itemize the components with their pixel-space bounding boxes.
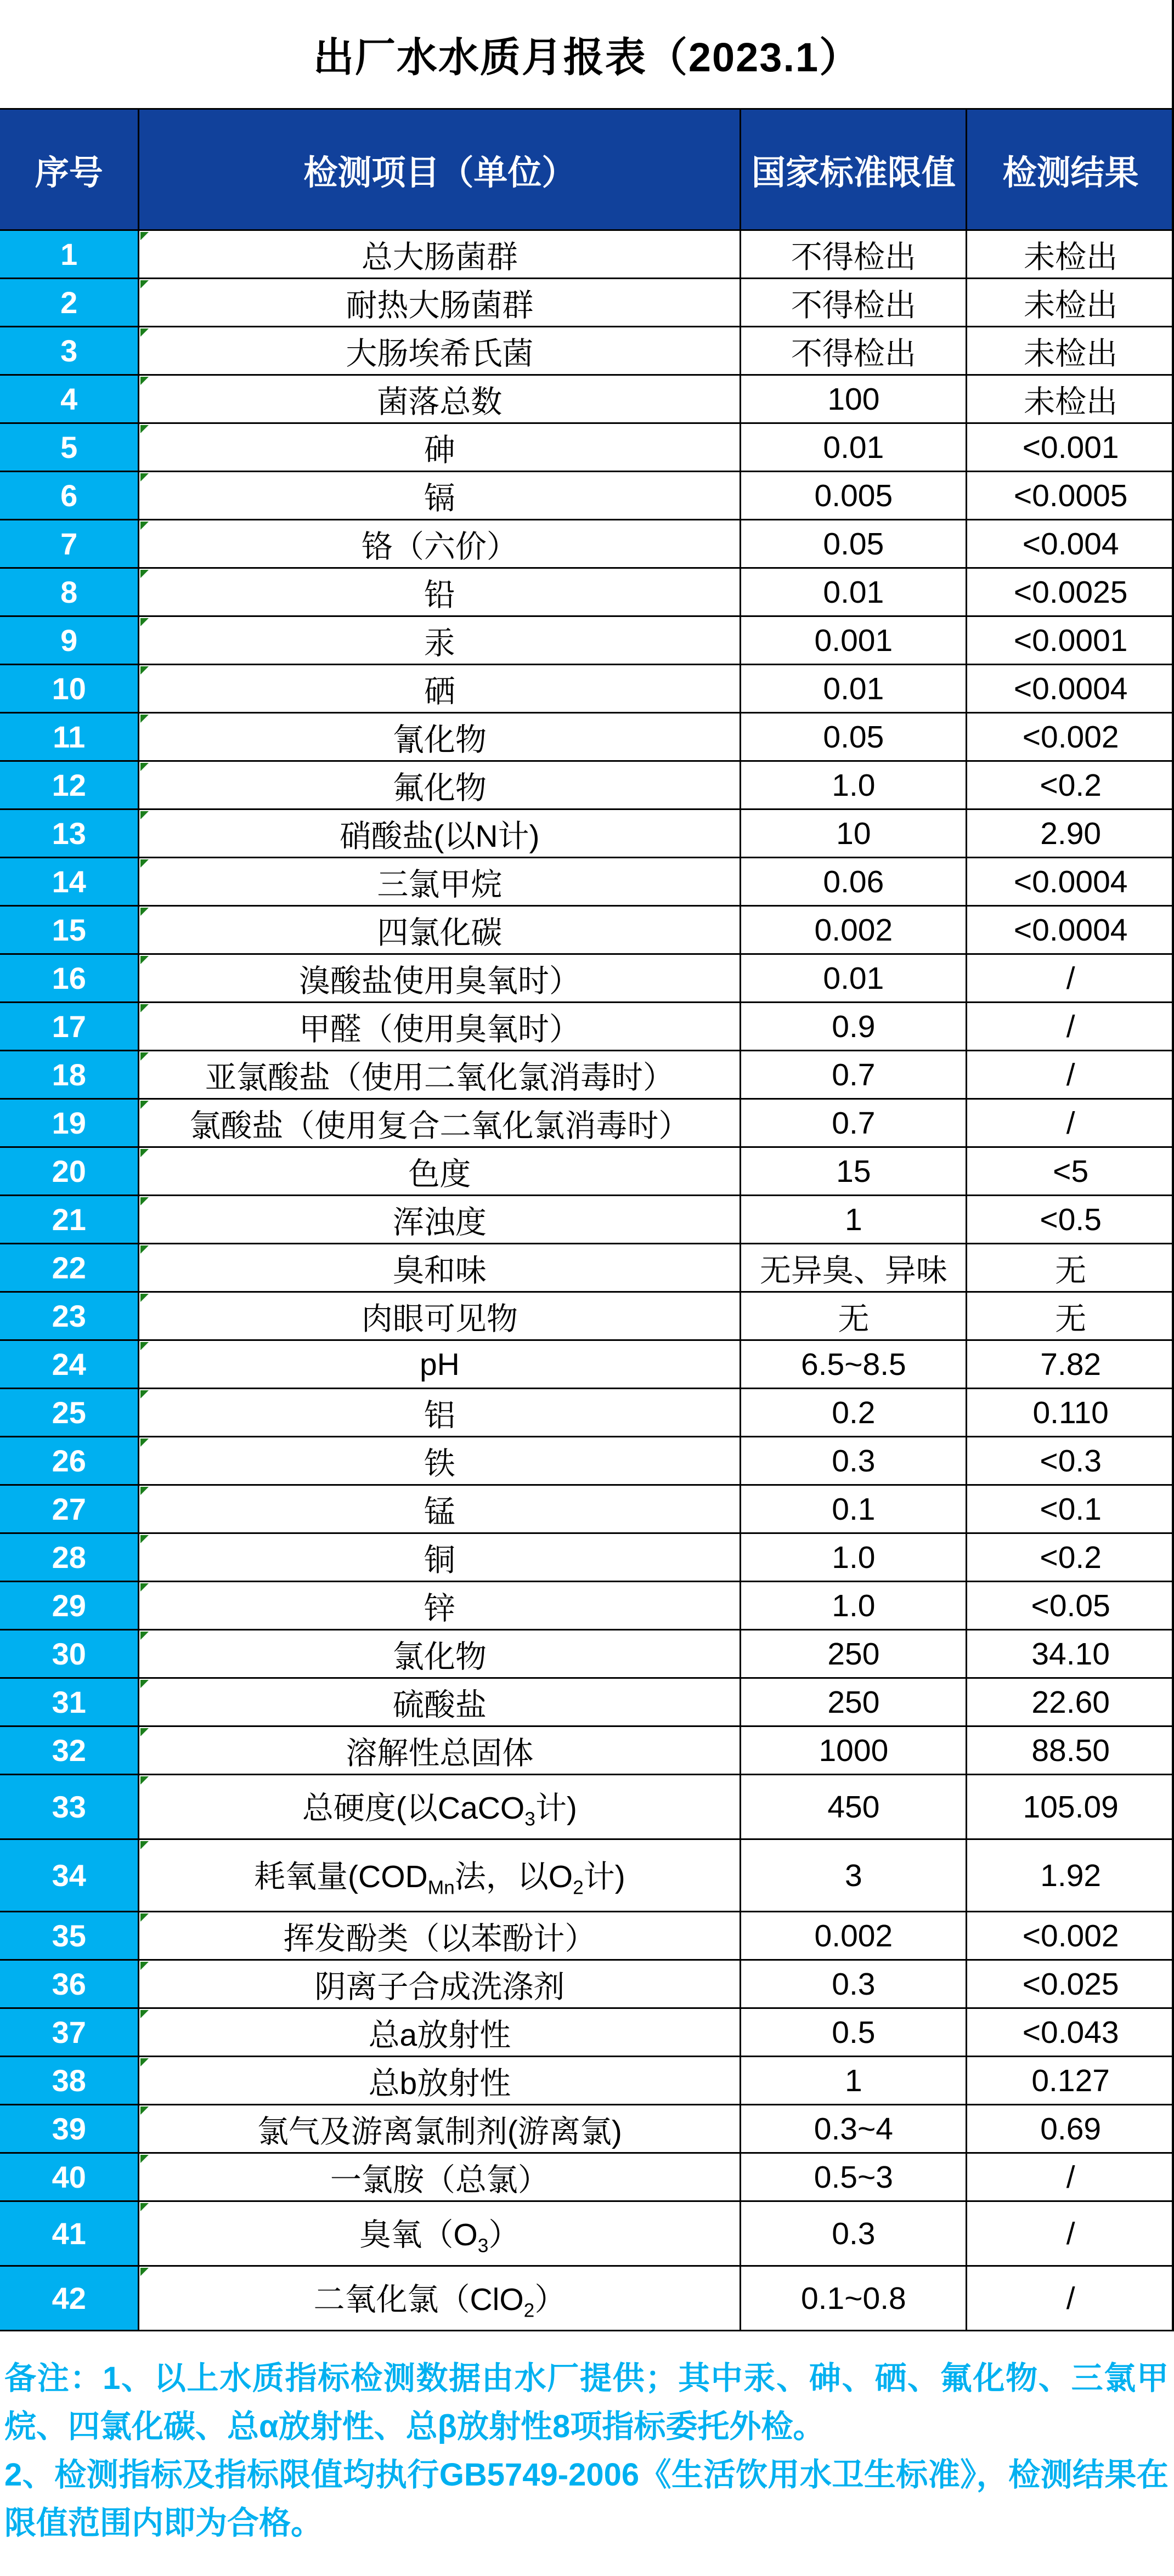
limit-cell: 1000: [741, 1726, 967, 1775]
row-index-cell: 6: [0, 472, 139, 520]
item-cell: 铝: [139, 1389, 741, 1437]
limit-cell: 15: [741, 1147, 967, 1196]
result-cell: 7.82: [967, 1340, 1174, 1389]
item-cell: 甲醛（使用臭氧时）: [139, 1003, 741, 1051]
row-index-cell: 23: [0, 1292, 139, 1340]
table-row: [0, 1630, 1174, 1678]
limit-cell: 0.05: [741, 520, 967, 568]
limit-cell: 无异臭、异味: [741, 1244, 967, 1292]
table-row: [0, 423, 1174, 472]
limit-cell: 0.5~3: [741, 2153, 967, 2201]
item-cell: 总b放射性: [139, 2057, 741, 2105]
result-cell: /: [967, 1003, 1174, 1051]
table-row: [0, 1003, 1174, 1051]
table-row: [0, 616, 1174, 665]
row-index-cell: 7: [0, 520, 139, 568]
item-cell: 铅: [139, 568, 741, 616]
row-index-cell: 39: [0, 2105, 139, 2153]
item-cell: 氯化物: [139, 1630, 741, 1678]
limit-cell: 100: [741, 375, 967, 423]
row-index-cell: 29: [0, 1582, 139, 1630]
limit-cell: 0.05: [741, 713, 967, 761]
table-row: [0, 1099, 1174, 1147]
table-row: [0, 2153, 1174, 2201]
col-header-limit: 国家标准限值: [741, 109, 967, 230]
table-row: [0, 568, 1174, 616]
limit-cell: 1: [741, 1196, 967, 1244]
table-row: [0, 906, 1174, 954]
result-cell: <0.025: [967, 1960, 1174, 2008]
limit-cell: 0.1~0.8: [741, 2266, 967, 2331]
limit-cell: 无: [741, 1292, 967, 1340]
row-index-cell: 4: [0, 375, 139, 423]
row-index-cell: 35: [0, 1912, 139, 1960]
limit-cell: 0.5: [741, 2008, 967, 2057]
item-cell: 硒: [139, 665, 741, 713]
table-row: [0, 1244, 1174, 1292]
item-text: 计): [583, 1859, 625, 1895]
limit-cell: 0.3: [741, 1437, 967, 1485]
item-cell: 挥发酚类（以苯酚计）: [139, 1912, 741, 1960]
result-cell: 未检出: [967, 327, 1174, 375]
limit-cell: 6.5~8.5: [741, 1340, 967, 1389]
limit-cell: 0.06: [741, 858, 967, 906]
result-cell: /: [967, 1051, 1174, 1099]
result-cell: <0.0004: [967, 665, 1174, 713]
result-cell: <0.001: [967, 423, 1174, 472]
table-row: [0, 1147, 1174, 1196]
row-index-cell: 34: [0, 1839, 139, 1912]
result-cell: 0.127: [967, 2057, 1174, 2105]
result-cell: <0.1: [967, 1485, 1174, 1533]
table-row: [0, 520, 1174, 568]
note-line-1: 备注：1、以上水质指标检测数据由水厂提供；其中汞、砷、硒、氟化物、三氯甲烷、四氯化碳、总α放射性、总β放射性8项指标委托外检。: [4, 2360, 1169, 2444]
limit-cell: 不得检出: [741, 327, 967, 375]
result-cell: 无: [967, 1244, 1174, 1292]
result-cell: /: [967, 2153, 1174, 2201]
limit-cell: 0.002: [741, 906, 967, 954]
result-cell: <0.5: [967, 1196, 1174, 1244]
notes-block: [0, 2354, 1174, 2547]
table-row: [0, 1678, 1174, 1726]
table-row: [0, 327, 1174, 375]
row-index-cell: 2: [0, 279, 139, 327]
limit-cell: 1.0: [741, 761, 967, 809]
item-cell: 阴离子合成洗涤剂: [139, 1960, 741, 2008]
table-row: [0, 1389, 1174, 1437]
item-cell: 菌落总数: [139, 375, 741, 423]
item-subscript: Mn: [427, 1877, 455, 1899]
row-index-cell: 30: [0, 1630, 139, 1678]
table-row: [0, 713, 1174, 761]
limit-cell: 0.3: [741, 2201, 967, 2266]
row-index-cell: 14: [0, 858, 139, 906]
table-header: [0, 109, 1174, 230]
table-row: [0, 1340, 1174, 1389]
row-index-cell: 26: [0, 1437, 139, 1485]
row-index-cell: 5: [0, 423, 139, 472]
table-row: [0, 279, 1174, 327]
item-cell: 四氯化碳: [139, 906, 741, 954]
result-cell: <0.3: [967, 1437, 1174, 1485]
table-row: [0, 2008, 1174, 2057]
row-index-cell: 36: [0, 1960, 139, 2008]
row-index-cell: 10: [0, 665, 139, 713]
row-index-cell: 11: [0, 713, 139, 761]
row-index-cell: 22: [0, 1244, 139, 1292]
item-cell: 铜: [139, 1533, 741, 1582]
title-block: [0, 0, 1174, 108]
limit-cell: 0.2: [741, 1389, 967, 1437]
row-index-cell: 1: [0, 230, 139, 279]
item-text: 臭氧（O: [359, 2217, 478, 2253]
table-row: [0, 1485, 1174, 1533]
table-row: [0, 375, 1174, 423]
item-cell: 臭和味: [139, 1244, 741, 1292]
right-edge-gridline: [1172, 0, 1174, 2331]
item-cell: 汞: [139, 616, 741, 665]
table-row: [0, 1196, 1174, 1244]
limit-cell: 0.01: [741, 665, 967, 713]
col-header-index: 序号: [0, 109, 139, 230]
table-row: [0, 1437, 1174, 1485]
result-cell: 2.90: [967, 809, 1174, 858]
limit-cell: 0.01: [741, 954, 967, 1003]
result-cell: /: [967, 2266, 1174, 2331]
limit-cell: 0.3: [741, 1960, 967, 2008]
result-cell: 0.110: [967, 1389, 1174, 1437]
item-text: ）: [534, 2282, 566, 2318]
table-row: [0, 230, 1174, 279]
result-cell: /: [967, 2201, 1174, 2266]
row-index-cell: 37: [0, 2008, 139, 2057]
row-index-cell: 40: [0, 2153, 139, 2201]
table-body: [0, 230, 1174, 2331]
result-cell: 34.10: [967, 1630, 1174, 1678]
item-cell: 铁: [139, 1437, 741, 1485]
item-cell: 氯酸盐（使用复合二氧化氯消毒时）: [139, 1099, 741, 1147]
table-row: [0, 1051, 1174, 1099]
item-cell: [139, 2266, 741, 2331]
table-row: [0, 472, 1174, 520]
limit-cell: 450: [741, 1775, 967, 1839]
item-cell: 肉眼可见物: [139, 1292, 741, 1340]
item-cell: 总a放射性: [139, 2008, 741, 2057]
item-cell: 溶解性总固体: [139, 1726, 741, 1775]
limit-cell: 0.001: [741, 616, 967, 665]
row-index-cell: 3: [0, 327, 139, 375]
table-row: [0, 1726, 1174, 1775]
item-cell: 铬（六价）: [139, 520, 741, 568]
item-cell: 浑浊度: [139, 1196, 741, 1244]
result-cell: 105.09: [967, 1775, 1174, 1839]
row-index-cell: 12: [0, 761, 139, 809]
col-header-item: 检测项目（单位）: [139, 109, 741, 230]
row-index-cell: 28: [0, 1533, 139, 1582]
limit-cell: 3: [741, 1839, 967, 1912]
item-cell: 氰化物: [139, 713, 741, 761]
row-index-cell: 9: [0, 616, 139, 665]
row-index-cell: 31: [0, 1678, 139, 1726]
row-index-cell: 15: [0, 906, 139, 954]
item-text: 计): [535, 1791, 577, 1826]
row-index-cell: 13: [0, 809, 139, 858]
item-subscript: 2: [573, 1877, 584, 1899]
item-text: 二氧化氯（ClO: [313, 2282, 524, 2318]
item-cell: [139, 1839, 741, 1912]
table-row: [0, 761, 1174, 809]
item-cell: 大肠埃希氏菌: [139, 327, 741, 375]
table-row: [0, 2201, 1174, 2266]
row-index-cell: 24: [0, 1340, 139, 1389]
item-cell: 锰: [139, 1485, 741, 1533]
limit-cell: 0.002: [741, 1912, 967, 1960]
result-cell: <0.0004: [967, 858, 1174, 906]
item-subscript: 3: [524, 1808, 535, 1830]
table-row: [0, 665, 1174, 713]
item-cell: 氟化物: [139, 761, 741, 809]
table-row: [0, 1912, 1174, 1960]
limit-cell: 250: [741, 1678, 967, 1726]
limit-cell: 10: [741, 809, 967, 858]
result-cell: 未检出: [967, 375, 1174, 423]
row-index-cell: 32: [0, 1726, 139, 1775]
item-cell: 耐热大肠菌群: [139, 279, 741, 327]
result-cell: <0.0001: [967, 616, 1174, 665]
row-index-cell: 17: [0, 1003, 139, 1051]
item-text: 法，以O: [454, 1859, 573, 1895]
result-cell: <0.002: [967, 713, 1174, 761]
table-row: [0, 2266, 1174, 2331]
item-cell: 三氯甲烷: [139, 858, 741, 906]
table-row: [0, 1292, 1174, 1340]
item-subscript: 2: [523, 2300, 535, 2322]
result-cell: <0.0004: [967, 906, 1174, 954]
page-title: 出厂水水质月报表（2023.1）: [313, 34, 861, 80]
item-cell: 一氯胺（总氯）: [139, 2153, 741, 2201]
limit-cell: 0.1: [741, 1485, 967, 1533]
result-cell: 22.60: [967, 1678, 1174, 1726]
item-cell: [139, 1775, 741, 1839]
table-row: [0, 809, 1174, 858]
row-index-cell: 18: [0, 1051, 139, 1099]
item-cell: 镉: [139, 472, 741, 520]
limit-cell: 1.0: [741, 1582, 967, 1630]
row-index-cell: 33: [0, 1775, 139, 1839]
result-cell: <0.0005: [967, 472, 1174, 520]
limit-cell: 0.01: [741, 568, 967, 616]
row-index-cell: 25: [0, 1389, 139, 1437]
row-index-cell: 41: [0, 2201, 139, 2266]
limit-cell: 1.0: [741, 1533, 967, 1582]
water-quality-table: [0, 108, 1174, 2331]
limit-cell: 0.9: [741, 1003, 967, 1051]
result-cell: <0.004: [967, 520, 1174, 568]
limit-cell: 0.3~4: [741, 2105, 967, 2153]
limit-cell: 不得检出: [741, 230, 967, 279]
item-cell: 砷: [139, 423, 741, 472]
limit-cell: 0.005: [741, 472, 967, 520]
table-row: [0, 1533, 1174, 1582]
row-index-cell: 27: [0, 1485, 139, 1533]
result-cell: <0.043: [967, 2008, 1174, 2057]
table-row: [0, 1775, 1174, 1839]
item-text: ）: [488, 2217, 520, 2253]
row-index-cell: 21: [0, 1196, 139, 1244]
result-cell: <0.05: [967, 1582, 1174, 1630]
item-cell: 硫酸盐: [139, 1678, 741, 1726]
item-cell: 硝酸盐(以N计): [139, 809, 741, 858]
item-cell: [139, 2201, 741, 2266]
table-row: [0, 1582, 1174, 1630]
limit-cell: 0.7: [741, 1099, 967, 1147]
row-index-cell: 8: [0, 568, 139, 616]
row-index-cell: 16: [0, 954, 139, 1003]
result-cell: <0.002: [967, 1912, 1174, 1960]
item-cell: pH: [139, 1340, 741, 1389]
row-index-cell: 19: [0, 1099, 139, 1147]
table-row: [0, 2105, 1174, 2153]
result-cell: 88.50: [967, 1726, 1174, 1775]
table-row: [0, 1839, 1174, 1912]
result-cell: 未检出: [967, 230, 1174, 279]
result-cell: <0.2: [967, 1533, 1174, 1582]
row-index-cell: 42: [0, 2266, 139, 2331]
limit-cell: 250: [741, 1630, 967, 1678]
table-row: [0, 954, 1174, 1003]
item-subscript: 3: [477, 2235, 489, 2257]
table-row: [0, 1960, 1174, 2008]
item-cell: 溴酸盐使用臭氧时）: [139, 954, 741, 1003]
item-cell: 亚氯酸盐（使用二氧化氯消毒时）: [139, 1051, 741, 1099]
result-cell: 无: [967, 1292, 1174, 1340]
header-row: [0, 109, 1174, 230]
limit-cell: 不得检出: [741, 279, 967, 327]
result-cell: <0.2: [967, 761, 1174, 809]
result-cell: 0.69: [967, 2105, 1174, 2153]
result-cell: 未检出: [967, 279, 1174, 327]
result-cell: <5: [967, 1147, 1174, 1196]
item-cell: 总大肠菌群: [139, 230, 741, 279]
limit-cell: 0.7: [741, 1051, 967, 1099]
limit-cell: 0.01: [741, 423, 967, 472]
col-header-result: 检测结果: [967, 109, 1174, 230]
limit-cell: 1: [741, 2057, 967, 2105]
result-cell: <0.0025: [967, 568, 1174, 616]
row-index-cell: 20: [0, 1147, 139, 1196]
result-cell: 1.92: [967, 1839, 1174, 1912]
item-cell: 氯气及游离氯制剂(游离氯): [139, 2105, 741, 2153]
note-line-2: 2、检测指标及指标限值均执行GB5749-2006《生活饮用水卫生标准》，检测结果在限值范围内即为合格。: [4, 2457, 1169, 2541]
item-text: 总硬度(以CaCO: [302, 1791, 525, 1826]
item-cell: 锌: [139, 1582, 741, 1630]
table-row: [0, 2057, 1174, 2105]
row-index-cell: 38: [0, 2057, 139, 2105]
table-row: [0, 858, 1174, 906]
result-cell: /: [967, 1099, 1174, 1147]
item-text: 耗氧量(COD: [254, 1859, 428, 1895]
item-cell: 色度: [139, 1147, 741, 1196]
result-cell: /: [967, 954, 1174, 1003]
